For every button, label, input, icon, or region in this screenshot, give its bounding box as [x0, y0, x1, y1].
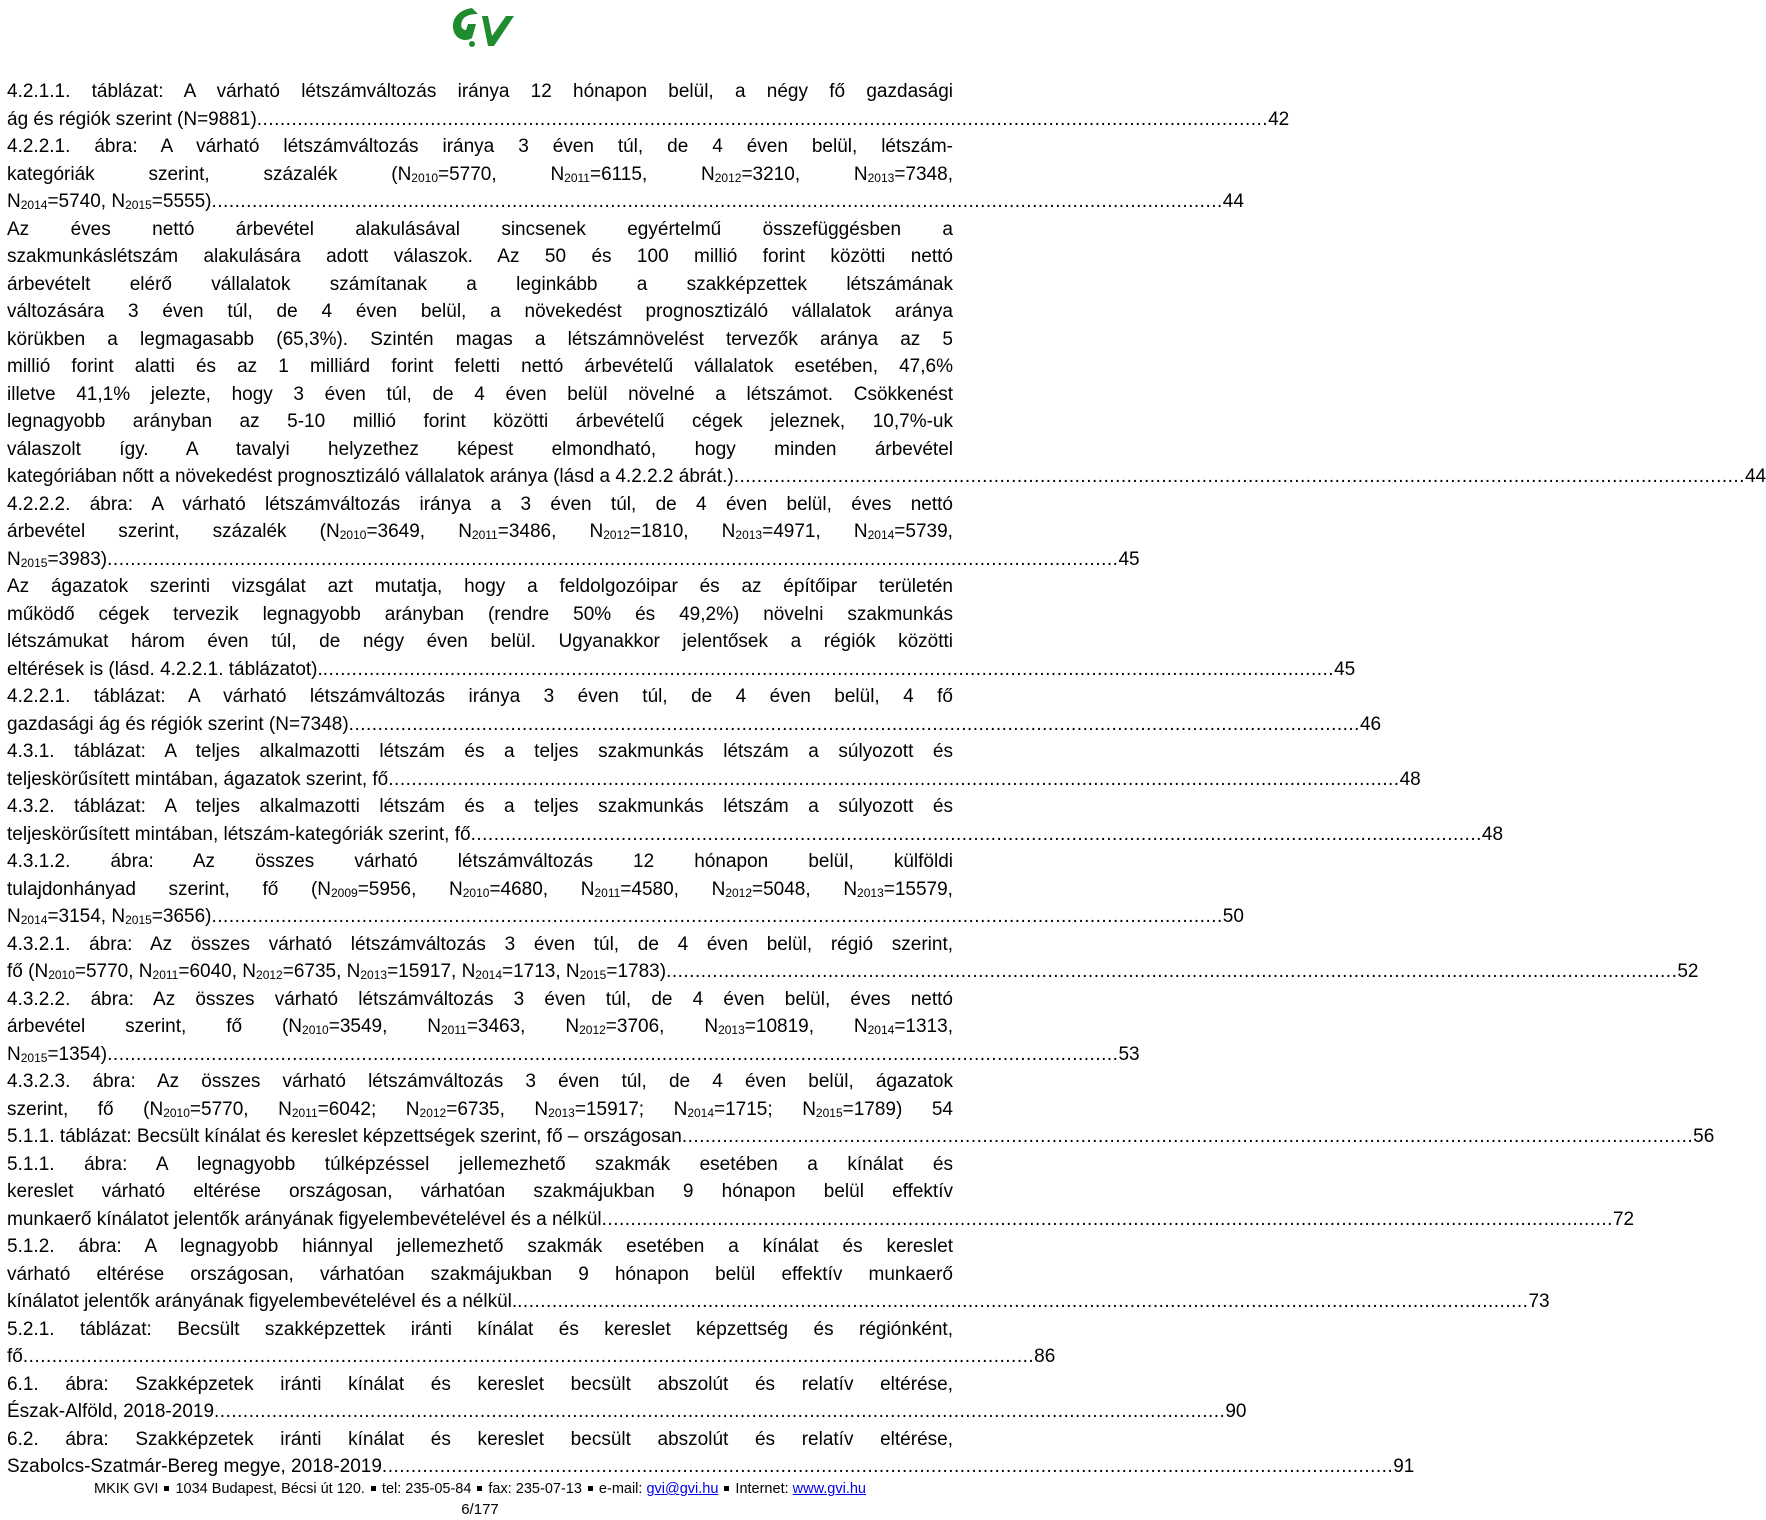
toc-entry-line: működő cégek tervezik legnagyobb arányban (rendre 50% és 49,2%) növelni szakmunkás [7, 603, 953, 625]
toc-page-number: 48 [1481, 823, 1504, 845]
toc-entry-line [7, 958, 1699, 986]
toc-entry-text: $N_{2014}=5740$, $N_{2015}=5555$) [7, 191, 212, 212]
toc-entry-line: 4.3.1.2. ábra: Az összes várható létszámváltozás 12 hónapon belül, külföldi [7, 851, 953, 872]
toc-page-number: 48 [1399, 768, 1421, 790]
toc-entry-line: illetve 41,1% jelezte, hogy 3 éven túl, de 4 éven belül növelné a létszámot. Csökkenést [7, 383, 953, 405]
toc-page-number: 45 [1118, 548, 1140, 570]
toc-leader-dots: ............................................................................................................................................................................... [381, 1456, 1394, 1477]
toc-entry-text: kategóriában nőtt a növekedést prognosztizáló vállalatok aránya (lásd a 4.2.2.2 ábrát.) [7, 466, 734, 487]
toc-entry-text: 5.1.1. táblázat: Becsült kínálat és kereslet képzettségek szerint, fő – országosan [7, 1126, 682, 1147]
toc-entry-line [7, 821, 1504, 849]
toc-entry-line: 5.1.1. ábra: A legnagyobb túlképzéssel jellemezhető szakmák esetében a kínálat és [7, 1153, 953, 1175]
bullet-icon [477, 1486, 482, 1491]
toc-leader-dots: ............................................................................................................................................................................... [601, 1208, 1613, 1230]
toc-entry-line: árbevétel szerint, százalék ($N_{2010}=3649$, $N_{2011}=3486$, $N_{2012}=1810$, $N_{2013}=4971$, $N_{2014}=5739$, [7, 521, 953, 542]
toc-leader-dots: ............................................................................................................................................................................... [22, 1346, 1035, 1367]
toc-entry-line [7, 656, 1356, 684]
toc-entry-line [7, 1041, 1140, 1069]
toc-entry-text: ág és régiók szerint (N=9881) [7, 108, 257, 130]
gvi-logo-icon [432, 2, 528, 58]
toc-entry-line: 4.3.2.3. ábra: Az összes várható létszámváltozás 3 éven túl, de 4 éven belül, ágazatok [7, 1071, 953, 1092]
toc-entry-line: kereslet várható eltérése országosan, várhatóan szakmájukban 9 hónapon belül effektív [7, 1181, 953, 1202]
toc-entry-line: várható eltérése országosan, várhatóan szakmájukban 9 hónapon belül effektív munkaerő [7, 1263, 953, 1285]
toc-page-number: 52 [1677, 961, 1699, 982]
bullet-icon [164, 1486, 169, 1491]
toc-entry-line [7, 1343, 1056, 1371]
toc-entry-text: fő [7, 1346, 23, 1367]
bullet-icon [724, 1486, 729, 1491]
page-number: 6/177 [461, 1501, 499, 1518]
toc-entry-text: $N_{2014}=3154$, $N_{2015}=3656$) [7, 906, 212, 927]
toc-entry-line: 4.2.2.1. ábra: A várható létszámváltozás iránya 3 éven túl, de 4 éven belül, létszám- [7, 136, 953, 157]
toc-entry-text: $N_{2015}=3983$) [7, 548, 108, 570]
toc-entry-line: árbevételt elérő vállalatok számítanak a leginkább a szakképzettek létszámának [7, 273, 953, 295]
toc-entry-line: 5.1.2. ábra: A legnagyobb hiánnyal jellemezhető szakmák esetében a kínálat és kereslet [7, 1236, 953, 1257]
toc-entry-line: kategóriák szerint, százalék ($N_{2010}=5770$, $N_{2011}=6115$, $N_{2012}=3210$, $N_{2013}=7348$, [7, 163, 953, 185]
toc-entry-line: 4.2.1.1. táblázat: A várható létszámváltozás iránya 12 hónapon belül, a négy fő gazdasági [7, 81, 953, 102]
toc-entry-line [7, 711, 1382, 739]
toc-leader-dots: ............................................................................................................................................................................... [214, 1401, 1226, 1422]
toc-entry-line: változására 3 éven túl, de 4 éven belül, a növekedést prognosztizáló vállalatok aránya [7, 301, 953, 322]
toc-leader-dots: ............................................................................................................................................................................... [107, 548, 1119, 570]
toc-page-number: 53 [1118, 1043, 1140, 1065]
toc-entry-line: 4.2.2.1. táblázat: A várható létszámváltozás iránya 3 éven túl, de 4 éven belül, 4 fő [7, 686, 953, 707]
toc-entry-line [7, 766, 1421, 794]
toc-leader-dots: ............................................................................................................................................................................... [681, 1126, 1694, 1147]
toc-page-number: 45 [1334, 658, 1356, 680]
toc-entry-line: Az ágazatok szerinti vizsgálat azt mutatja, hogy a feldolgozóipar és az építőipar területén [7, 576, 953, 597]
toc-entry-text: teljeskörűsített mintában, létszám-kategóriák szerint, fő [7, 823, 471, 845]
toc-entry-text: fő ($N_{2010}=5770$, $N_{2011}=6040$, $N_{2012}=6735$, $N_{2013}=15917$, $N_{2014}=1713$, $N_{2015}=1783$) [7, 961, 667, 982]
toc-leader-dots: ............................................................................................................................................................................... [211, 906, 1223, 927]
toc-leader-dots: ............................................................................................................................................................................... [733, 466, 1745, 487]
toc-entry-text: $N_{2015}=1354$) [7, 1043, 108, 1065]
email-link[interactable]: gvi@gvi.hu [646, 1481, 719, 1497]
toc-page-number: 56 [1693, 1126, 1715, 1147]
footer-fax: fax: 235-07-13 [488, 1481, 582, 1497]
toc-page-number: 90 [1225, 1401, 1247, 1422]
toc-page-number: 42 [1268, 108, 1290, 130]
toc-entry-line [7, 463, 1766, 491]
footer-internet-label: Internet: [735, 1481, 789, 1497]
toc-page-number: 72 [1612, 1208, 1635, 1230]
bullet-icon [371, 1486, 376, 1491]
website-link[interactable]: www.gvi.hu [792, 1481, 866, 1497]
toc-entry-line: 4.2.2.2. ábra: A várható létszámváltozás iránya a 3 éven túl, de 4 éven belül, éves nettó [7, 493, 953, 515]
toc-leader-dots: ............................................................................................................................................................................... [322, 658, 1335, 680]
toc-entry-text: gazdasági ág és régiók szerint (N=7348) [7, 713, 349, 735]
toc-entry-line: legnagyobb arányban az 5-10 millió forint közötti árbevételű cégek jeleznek, 10,7%-uk [7, 411, 953, 432]
toc-entry-line: szerint, fő ($N_{2010}=5770$, $N_{2011}=6042$; $N_{2012}=6735$, $N_{2013}=15917$; $N_{2014}=1715$; $N_{2015}=1789$) 54 [7, 1098, 953, 1120]
toc-page-number: 50 [1222, 906, 1244, 927]
toc-entry-line: szakmunkáslétszám alakulására adott válaszok. Az 50 és 100 millió forint közötti nettó [7, 246, 953, 267]
toc-entry-line: tulajdonhányad szerint, fő ($N_{2009}=5956$, $N_{2010}=4680$, $N_{2011}=4580$, $N_{2012}=5048$, $N_{2013}=15579$, [7, 878, 953, 900]
toc-entry-line: válaszolt így. A tavalyi helyzethez képest elmondható, hogy minden árbevétel [7, 438, 953, 460]
page-footer [0, 1479, 960, 1499]
toc-leader-dots: ............................................................................................................................................................................... [348, 713, 1360, 735]
toc-entry-text: eltérések is (lásd. 4.2.2.1. táblázatot). [7, 658, 323, 680]
toc-entry-line: 4.3.2.1. ábra: Az összes várható létszámváltozás 3 éven túl, de 4 éven belül, régió szerint, [7, 933, 953, 955]
toc-entry-line: millió forint alatti és az 1 milliárd forint feletti nettó árbevételű vállalatok esetében, 47,6% [7, 356, 953, 377]
toc-entry-line: Az éves nettó árbevétel alakulásával sincsenek egyértelmű összefüggésben a [7, 218, 953, 240]
toc-page-number: 73 [1528, 1291, 1550, 1312]
toc-page-number: 46 [1359, 713, 1382, 735]
toc-entry-line [7, 106, 1290, 134]
toc-entry-line [7, 1206, 1635, 1234]
table-of-contents [7, 78, 1766, 1481]
toc-entry-line: 6.2. ábra: Szakképzetek iránti kínálat és kereslet becsült abszolút és relatív eltérése, [7, 1428, 953, 1450]
toc-entry-line [7, 1398, 1247, 1426]
toc-entry-text: kínálatot jelentők arányának figyelembevételével és a nélkül. [7, 1291, 518, 1312]
toc-entry-line: 4.3.2.2. ábra: Az összes várható létszámváltozás 3 éven túl, de 4 éven belül, éves nettó [7, 988, 953, 1010]
toc-entry-text: munkaerő kínálatot jelentők arányának figyelembevételével és a nélkül [7, 1208, 602, 1230]
toc-entry-line [7, 546, 1140, 574]
footer-email-label: e-mail: [598, 1481, 643, 1497]
toc-leader-dots: ............................................................................................................................................................................... [470, 823, 1482, 845]
toc-leader-dots: ............................................................................................................................................................................... [211, 191, 1223, 212]
toc-entry-text: Észak-Alföld, 2018-2019 [7, 1401, 215, 1422]
toc-entry-line [7, 1123, 1715, 1151]
toc-page-number: 86 [1034, 1346, 1056, 1367]
toc-entry-line: körükben a legmagasabb (65,3%). Szintén magas a létszámnövelést tervezők aránya az 5 [7, 328, 953, 350]
toc-leader-dots: ............................................................................................................................................................................... [256, 108, 1269, 130]
footer-org: MKIK GVI [94, 1481, 159, 1497]
bullet-icon [588, 1486, 593, 1491]
toc-entry-line: 4.3.1. táblázat: A teljes alkalmazotti létszám és a teljes szakmunkás létszám a súlyozott és [7, 741, 953, 762]
toc-entry-text: teljeskörűsített mintában, ágazatok szerint, fő [7, 768, 389, 790]
toc-entry-text: Szabolcs-Szatmár-Bereg megye, 2018-2019 [7, 1456, 382, 1477]
toc-entry-line [7, 1453, 1415, 1481]
toc-page-number: 91 [1393, 1456, 1415, 1477]
toc-entry-line: árbevétel szerint, fő ($N_{2010}=3549$, $N_{2011}=3463$, $N_{2012}=3706$, $N_{2013}=10819$, $N_{2014}=1313$, [7, 1016, 953, 1037]
footer-address: 1034 Budapest, Bécsi út 120. [175, 1481, 365, 1497]
toc-entry-line [7, 188, 1244, 216]
toc-leader-dots: ............................................................................................................................................................................... [388, 768, 1400, 790]
toc-page-number: 44 [1222, 191, 1244, 212]
toc-leader-dots: ............................................................................................................................................................................... [107, 1043, 1119, 1065]
toc-leader-dots: ............................................................................................................................................................................... [666, 961, 1678, 982]
toc-page-number: 44 [1744, 466, 1766, 487]
toc-entry-line [7, 1288, 1550, 1316]
toc-entry-line: létszámukat három éven túl, de négy éven belül. Ugyanakkor jelentősek a régiók közötti [7, 631, 953, 652]
toc-leader-dots: ............................................................................................................................................................................... [517, 1291, 1529, 1312]
toc-entry-line: 5.2.1. táblázat: Becsült szakképzettek iránti kínálat és kereslet képzettség és régiónként, [7, 1318, 953, 1340]
footer-tel: tel: 235-05-84 [381, 1481, 472, 1497]
toc-entry-line: 4.3.2. táblázat: A teljes alkalmazotti létszám és a teljes szakmunkás létszám a súlyozott és [7, 796, 953, 817]
toc-entry-line [7, 903, 1244, 931]
toc-entry-line: 6.1. ábra: Szakképzetek iránti kínálat és kereslet becsült abszolút és relatív eltérése, [7, 1373, 953, 1395]
